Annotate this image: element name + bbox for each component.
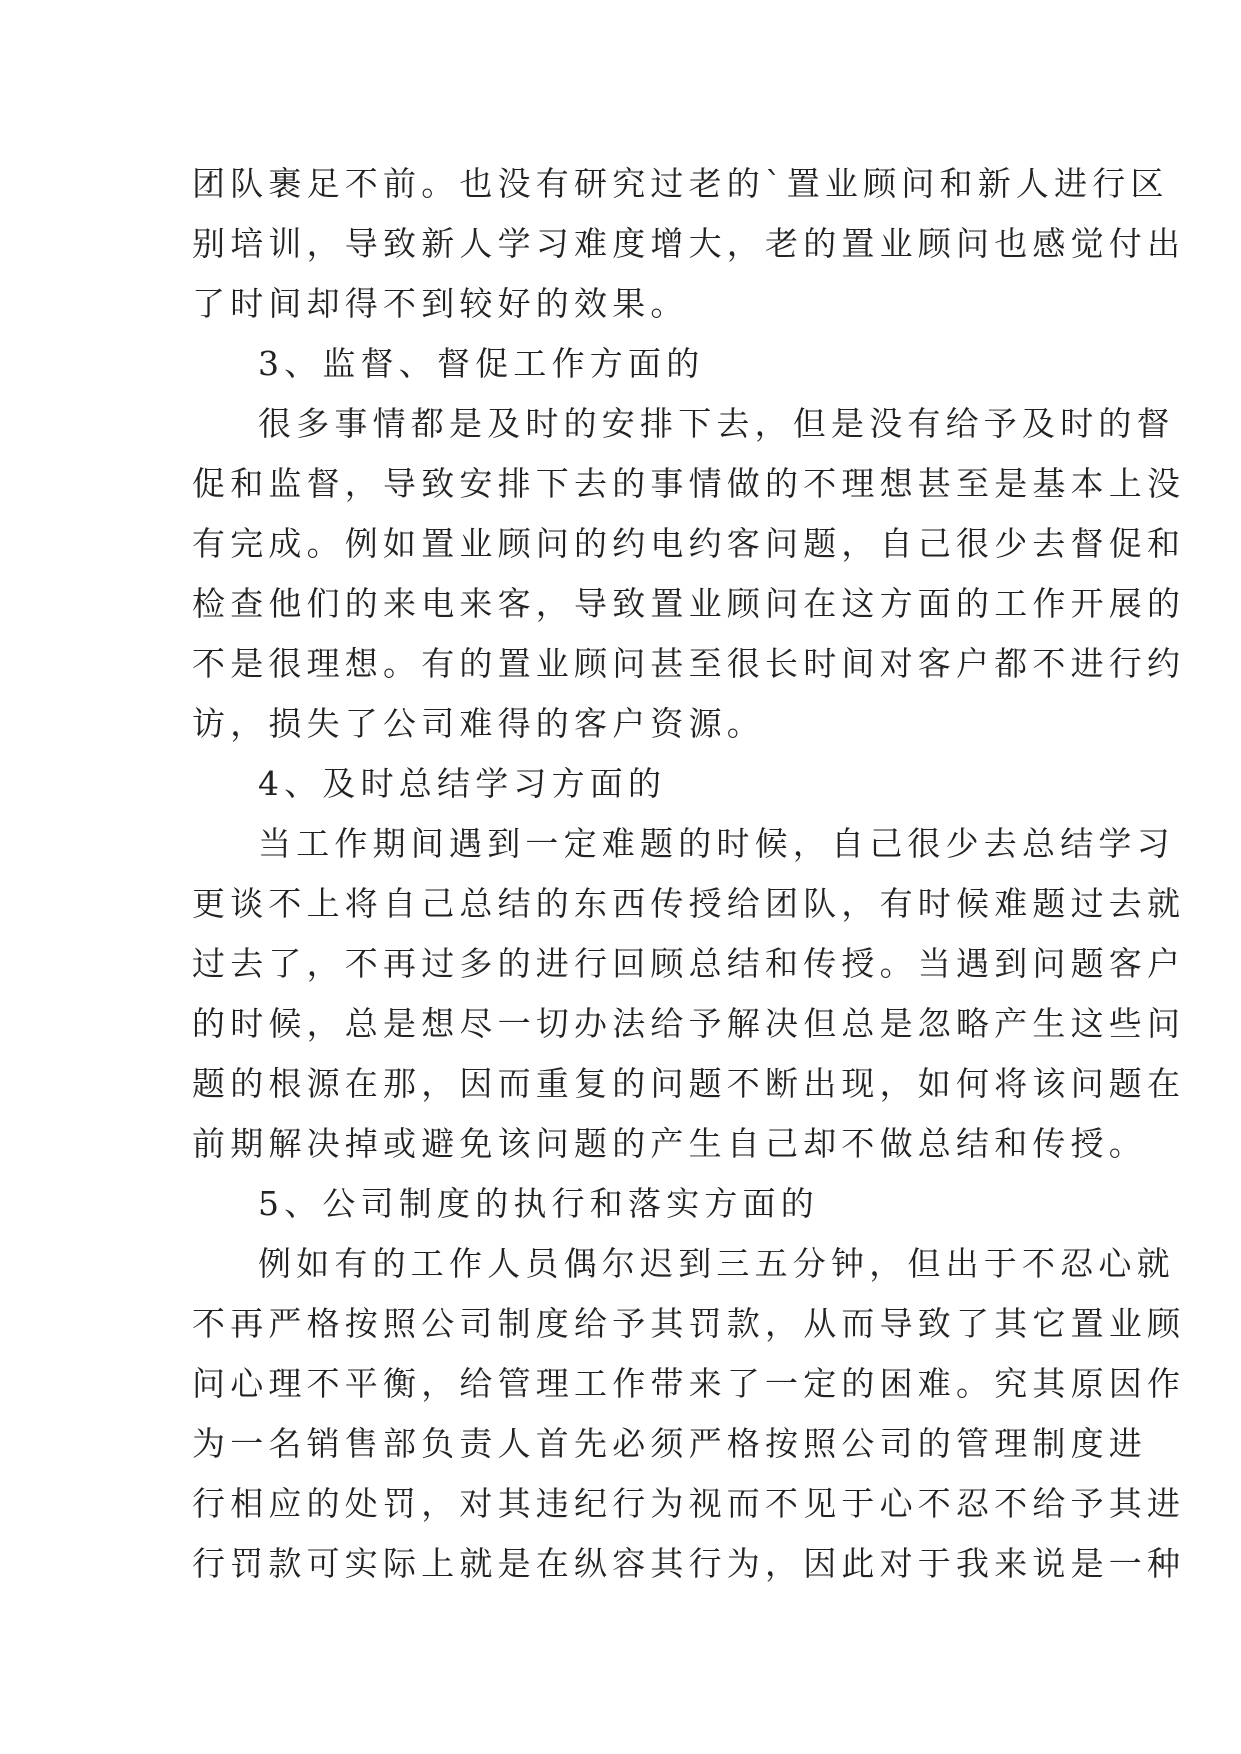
text-line: 过去了，不再过多的进行回顾总结和传授。当遇到问题客户 bbox=[192, 944, 1186, 983]
document-body bbox=[192, 154, 1186, 1594]
text-line: 题的根源在那，因而重复的问题不断出现，如何将该问题在 bbox=[192, 1064, 1186, 1103]
text-line: 例如有的工作人员偶尔迟到三五分钟，但出于不忍心就 bbox=[258, 1244, 1175, 1283]
text-line: 了时间却得不到较好的效果。 bbox=[192, 284, 689, 323]
text-line: 很多事情都是及时的安排下去，但是没有给予及时的督 bbox=[258, 404, 1175, 443]
section-heading: 3、监督、督促工作方面的 bbox=[258, 344, 705, 383]
text-line: 更谈不上将自己总结的东西传授给团队，有时候难题过去就 bbox=[192, 884, 1186, 923]
text-line: 别培训，导致新人学习难度增大，老的置业顾问也感觉付出 bbox=[192, 224, 1186, 263]
section-heading: 5、公司制度的执行和落实方面的 bbox=[258, 1184, 819, 1223]
text-line: 前期解决掉或避免该问题的产生自己却不做总结和传授。 bbox=[192, 1124, 1147, 1163]
section-heading: 4、及时总结学习方面的 bbox=[258, 764, 667, 803]
text-line: 行罚款可实际上就是在纵容其行为，因此对于我来说是一种 bbox=[192, 1544, 1186, 1583]
text-line: 的时候，总是想尽一切办法给予解决但总是忽略产生这些问 bbox=[192, 1004, 1186, 1043]
text-line: 团队裹足不前。也没有研究过老的`置业顾问和新人进行区 bbox=[192, 164, 1169, 203]
text-line: 有完成。例如置业顾问的约电约客问题，自己很少去督促和 bbox=[192, 524, 1186, 563]
text-line: 检查他们的来电来客，导致置业顾问在这方面的工作开展的 bbox=[192, 584, 1186, 623]
text-line: 为一名销售部负责人首先必须严格按照公司的管理制度进 bbox=[192, 1424, 1147, 1463]
text-line: 行相应的处罚，对其违纪行为视而不见于心不忍不给予其进 bbox=[192, 1484, 1186, 1523]
text-line: 促和监督，导致安排下去的事情做的不理想甚至是基本上没 bbox=[192, 464, 1186, 503]
text-line: 不再严格按照公司制度给予其罚款，从而导致了其它置业顾 bbox=[192, 1304, 1186, 1343]
text-line: 问心理不平衡，给管理工作带来了一定的困难。究其原因作 bbox=[192, 1364, 1186, 1403]
text-line: 访，损失了公司难得的客户资源。 bbox=[192, 704, 765, 743]
text-line: 不是很理想。有的置业顾问甚至很长时间对客户都不进行约 bbox=[192, 644, 1186, 683]
text-line: 当工作期间遇到一定难题的时候，自己很少去总结学习 bbox=[258, 824, 1175, 863]
